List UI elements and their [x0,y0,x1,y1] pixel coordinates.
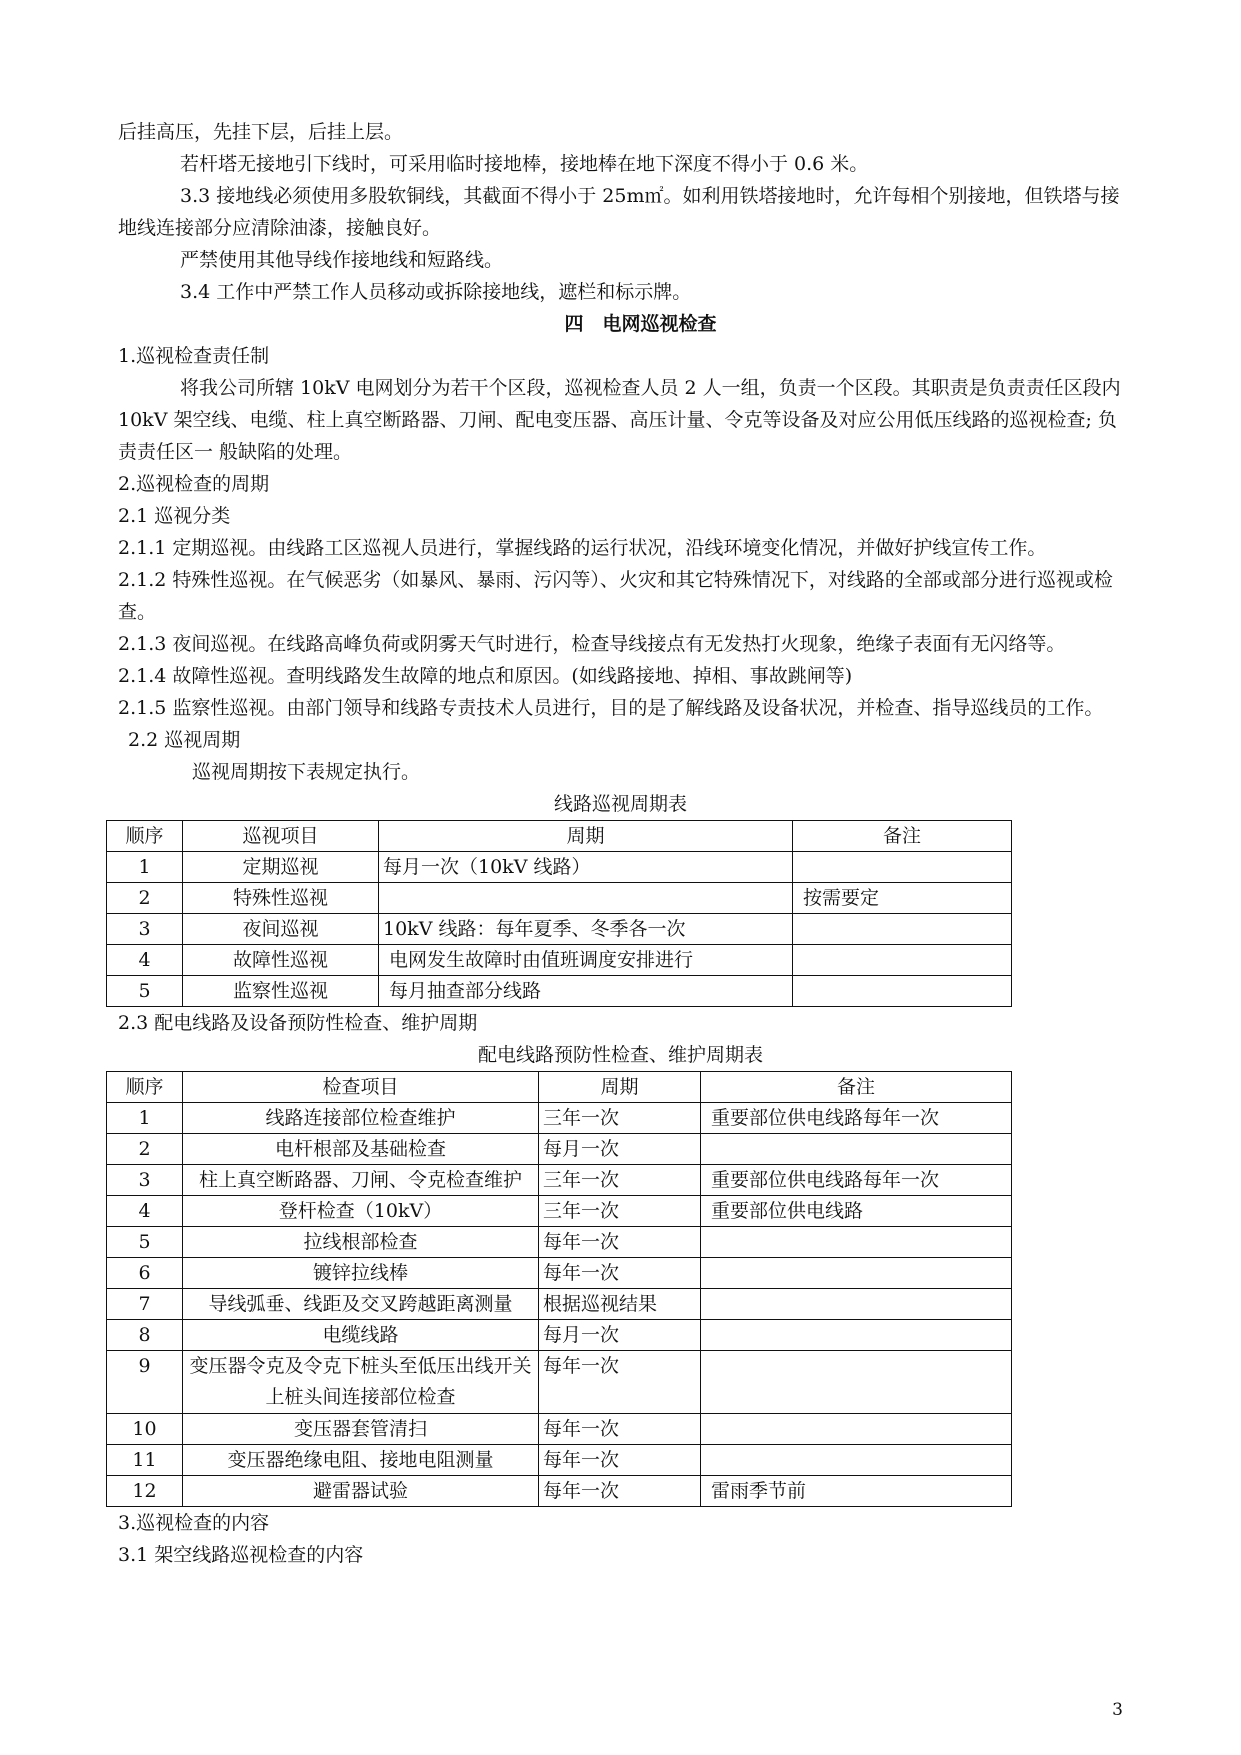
table-cell [701,1351,1012,1414]
table-row [107,1414,1012,1445]
table-cell: 雷雨季节前 [701,1476,1012,1507]
table-cell: 重要部位供电线路每年一次 [701,1103,1012,1134]
table-cell: 夜间巡视 [183,914,379,945]
table-header-cell: 周期 [379,821,793,852]
table-title: 配电线路预防性检查、维护周期表 [477,1044,763,1066]
table-header-cell: 检查项目 [183,1072,539,1103]
table-cell: 避雷器试验 [183,1476,539,1507]
table-cell: 每年一次 [539,1227,701,1258]
table-cell: 3 [107,914,183,945]
table-cell: 电网发生故障时由值班调度安排进行 [379,945,793,976]
table-cell: 1 [107,1103,183,1134]
table-cell: 柱上真空断路器、刀闸、令克检查维护 [183,1165,539,1196]
paragraph: 3.4 工作中严禁工作人员移动或拆除接地线，遮栏和标示牌。 [180,281,692,303]
table-row [107,1476,1012,1507]
table-row [107,1196,1012,1227]
table-header-cell: 备注 [793,821,1012,852]
table-cell [793,852,1012,883]
table-cell: 每月一次（10kV 线路） [379,852,793,883]
table-title: 线路巡视周期表 [553,793,687,815]
heading: 2.1 巡视分类 [118,505,231,527]
table-row [107,1351,1012,1414]
heading: 3.1 架空线路巡视检查的内容 [118,1544,364,1566]
heading: 1.巡视检查责任制 [118,345,270,367]
table-cell: 监察性巡视 [183,976,379,1007]
table-cell: 每月一次 [539,1134,701,1165]
list-item: 2.1.3 夜间巡视。在线路高峰负荷或阴雾天气时进行，检查导线接点有无发热打火现象，绝缘子表面有无闪络等。 [118,633,1066,655]
table-cell: 每月抽查部分线路 [379,976,793,1007]
table-cell: 12 [107,1476,183,1507]
table-cell: 按需要定 [793,883,1012,914]
table-cell [701,1445,1012,1476]
list-item: 2.1.1 定期巡视。由线路工区巡视人员进行，掌握线路的运行状况，沿线环境变化情况，并做好护线宣传工作。 [118,537,1047,559]
table-cell: 三年一次 [539,1165,701,1196]
heading: 2.3 配电线路及设备预防性检查、维护周期 [118,1012,478,1034]
table-cell: 2 [107,1134,183,1165]
table-cell [701,1289,1012,1320]
table-cell: 定期巡视 [183,852,379,883]
table-cell: 每年一次 [539,1351,701,1414]
table-cell: 7 [107,1289,183,1320]
table-row [107,1289,1012,1320]
maintenance-cycle-table [106,1071,1012,1507]
paragraph: 严禁使用其他导线作接地线和短路线。 [180,249,504,271]
table-cell: 变压器令克及令克下桩头至低压出线开关上桩头间连接部位检查 [183,1351,539,1414]
table-row [107,1445,1012,1476]
patrol-cycle-table [106,820,1012,1007]
table-cell: 3 [107,1165,183,1196]
table-cell: 4 [107,1196,183,1227]
table-cell: 10 [107,1414,183,1445]
table-cell: 电缆线路 [183,1320,539,1351]
table-row [107,1134,1012,1165]
table-cell: 拉线根部检查 [183,1227,539,1258]
table-header-cell: 巡视项目 [183,821,379,852]
table-cell: 8 [107,1320,183,1351]
table-row [107,1103,1012,1134]
table-cell [793,945,1012,976]
table-row [107,976,1012,1007]
table-cell [793,914,1012,945]
table-cell [379,883,793,914]
paragraph: 若杆塔无接地引下线时，可采用临时接地棒，接地棒在地下深度不得小于 0.6 米。 [180,153,869,175]
table-cell: 4 [107,945,183,976]
table-cell: 每月一次 [539,1320,701,1351]
table-cell: 每年一次 [539,1445,701,1476]
table-header-cell: 周期 [539,1072,701,1103]
table-row [107,1165,1012,1196]
table-cell [701,1227,1012,1258]
table-row [107,945,1012,976]
heading: 2.2 巡视周期 [128,729,241,751]
list-item: 2.1.2 特殊性巡视。在气候恶劣（如暴风、暴雨、污闪等）、火灾和其它特殊情况下，对线路的全部或部分进行巡视或检查。 [118,569,1113,623]
table-cell: 每年一次 [539,1414,701,1445]
table-cell: 登杆检查（10kV） [183,1196,539,1227]
table-cell: 镀锌拉线棒 [183,1258,539,1289]
paragraph: 3.3 接地线必须使用多股软铜线，其截面不得小于 25m㎡。如利用铁塔接地时，允许每相个别接地，但铁塔与接地线连接部分应清除油漆，接触良好。 [118,185,1120,239]
table-cell: 1 [107,852,183,883]
table-header-cell: 顺序 [107,821,183,852]
table-row [107,1320,1012,1351]
paragraph: 将我公司所辖 10kV 电网划分为若干个区段，巡视检查人员 2 人一组，负责一个区段。其职责是负责责任区段内 10kV 架空线、电缆、柱上真空断路器、刀闸、配电变压器、高压计量、令克等设备及对应公用低压线路的巡视检查; 负责责任区一 般缺陷的处理。 [118,377,1121,463]
table-cell [793,976,1012,1007]
table-cell: 6 [107,1258,183,1289]
table-cell [701,1258,1012,1289]
table-header-row [107,821,1012,852]
table-cell [701,1134,1012,1165]
table-cell: 三年一次 [539,1196,701,1227]
heading: 3.巡视检查的内容 [118,1512,270,1534]
table-cell: 9 [107,1351,183,1414]
table-cell: 根据巡视结果 [539,1289,701,1320]
table-header-cell: 顺序 [107,1072,183,1103]
table-cell: 每年一次 [539,1476,701,1507]
table-row [107,914,1012,945]
table-cell [701,1414,1012,1445]
table-cell: 变压器套管清扫 [183,1414,539,1445]
table-header-cell: 备注 [701,1072,1012,1103]
heading: 2.巡视检查的周期 [118,473,270,495]
table-cell: 2 [107,883,183,914]
table-cell: 重要部位供电线路 [701,1196,1012,1227]
table-cell: 三年一次 [539,1103,701,1134]
table-cell: 10kV 线路：每年夏季、冬季各一次 [379,914,793,945]
table-row [107,1227,1012,1258]
table-row [107,1258,1012,1289]
page-content [118,116,1123,1571]
table-cell: 特殊性巡视 [183,883,379,914]
page-number: 3 [1112,1700,1123,1720]
list-item: 2.1.4 故障性巡视。查明线路发生故障的地点和原因。(如线路接地、掉相、事故跳闸等) [118,665,853,687]
table-row [107,883,1012,914]
table-cell [701,1320,1012,1351]
table-cell: 线路连接部位检查维护 [183,1103,539,1134]
section-title: 四 电网巡视检查 [564,313,717,335]
paragraph: 后挂高压，先挂下层，后挂上层。 [118,121,404,143]
table-cell: 变压器绝缘电阻、接地电阻测量 [183,1445,539,1476]
table-header-row [107,1072,1012,1103]
table-cell: 5 [107,976,183,1007]
table-cell: 故障性巡视 [183,945,379,976]
table-cell: 导线弧垂、线距及交叉跨越距离测量 [183,1289,539,1320]
table-cell: 电杆根部及基础检查 [183,1134,539,1165]
table-cell: 每年一次 [539,1258,701,1289]
table-cell: 重要部位供电线路每年一次 [701,1165,1012,1196]
table-cell: 5 [107,1227,183,1258]
table-row [107,852,1012,883]
list-item: 2.1.5 监察性巡视。由部门领导和线路专责技术人员进行，目的是了解线路及设备状况，并检查、指导巡线员的工作。 [118,697,1104,719]
table-cell: 11 [107,1445,183,1476]
paragraph: 巡视周期按下表规定执行。 [192,761,421,783]
